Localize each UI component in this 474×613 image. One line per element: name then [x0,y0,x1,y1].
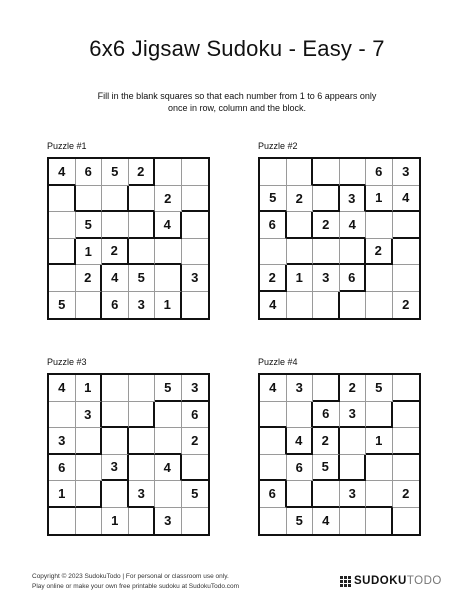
puzzle-1-grid [47,157,210,320]
sudoku-cell [313,239,340,266]
sudoku-cell: 5 [313,455,340,482]
sudoku-cell: 3 [129,481,156,508]
sudoku-cell [287,239,314,266]
sudoku-cell [182,212,209,239]
sudoku-cell [49,265,76,292]
sudoku-cell [129,428,156,455]
sudoku-cell [49,239,76,266]
sudoku-cell [155,428,182,455]
sudoku-cell [393,212,420,239]
sudoku-cell: 3 [340,402,367,429]
sudoku-cell: 6 [260,212,287,239]
sudoku-cell: 2 [313,212,340,239]
sudoku-cell: 1 [366,428,393,455]
sudoku-cell [182,508,209,535]
sudoku-cell [129,239,156,266]
sudoku-cell [313,481,340,508]
sudoku-cell: 1 [155,292,182,319]
sudoku-cell: 5 [155,375,182,402]
sudoku-cell: 6 [76,159,103,186]
sudoku-cell [313,375,340,402]
sudoku-cell: 4 [393,186,420,213]
sudoku-cell: 6 [366,159,393,186]
page-title: 6x6 Jigsaw Sudoku - Easy - 7 [89,36,385,61]
sudoku-cell [366,402,393,429]
sudoku-cell: 6 [313,402,340,429]
sudoku-cell: 3 [182,375,209,402]
puzzle-1-label: Puzzle #1 [47,141,87,151]
sudoku-cell: 4 [287,428,314,455]
footer-text [32,572,239,592]
sudoku-cell: 6 [49,455,76,482]
sudoku-cell [393,265,420,292]
sudoku-cell: 6 [260,481,287,508]
sudoku-cell [102,212,129,239]
sudoku-cell: 3 [340,481,367,508]
sudoku-cell [340,159,367,186]
sudoku-cell: 2 [155,186,182,213]
brand-logo [340,575,442,587]
sudoku-cell: 5 [182,481,209,508]
sudoku-cell: 5 [102,159,129,186]
sudoku-cell: 3 [340,186,367,213]
sudoku-cell: 4 [313,508,340,535]
sudoku-cell: 4 [260,292,287,319]
sudoku-cell: 2 [340,375,367,402]
sudoku-cell [155,265,182,292]
sudoku-cell [155,402,182,429]
sudoku-cell [102,186,129,213]
sudoku-cell [76,455,103,482]
sudoku-cell [393,428,420,455]
sudoku-cell [49,402,76,429]
sudoku-cell [155,159,182,186]
sudoku-cell: 6 [287,455,314,482]
sudoku-cell: 4 [155,212,182,239]
sudoku-cell [49,212,76,239]
sudoku-cell: 2 [129,159,156,186]
sudoku-cell: 5 [366,375,393,402]
sudoku-cell [393,402,420,429]
sudoku-cell [340,239,367,266]
sudoku-cell [49,186,76,213]
sudoku-cell [313,186,340,213]
sudoku-cell: 1 [287,265,314,292]
sudoku-cell [340,428,367,455]
grid-logo-icon [340,576,351,587]
sudoku-cell: 1 [76,239,103,266]
sudoku-cell [313,159,340,186]
sudoku-cell: 3 [313,265,340,292]
sudoku-cell: 4 [340,212,367,239]
puzzle-4-label: Puzzle #4 [258,357,298,367]
sudoku-cell [129,508,156,535]
sudoku-cell [102,402,129,429]
sudoku-cell [366,508,393,535]
sudoku-cell [155,239,182,266]
sudoku-cell [182,292,209,319]
sudoku-cell [129,212,156,239]
brand-name-bold: SUDOKU [354,575,407,587]
sudoku-cell: 3 [287,375,314,402]
sudoku-cell [393,455,420,482]
sudoku-cell [260,159,287,186]
sudoku-cell [366,455,393,482]
sudoku-cell: 3 [76,402,103,429]
sudoku-cell [366,292,393,319]
sudoku-cell: 4 [102,265,129,292]
sudoku-cell: 2 [402,297,410,313]
sudoku-cell: 3 [393,159,420,186]
sudoku-cell: 3 [102,455,129,482]
puzzle-3-label: Puzzle #3 [47,357,87,367]
copyright-line: Copyright © 2023 SudokuTodo | For personal or classroom use only. [32,573,229,580]
puzzle-2-label: Puzzle #2 [258,141,298,151]
sudoku-cell [129,375,156,402]
sudoku-cell [260,428,287,455]
sudoku-cell [366,481,393,508]
sudoku-cell [102,375,129,402]
sudoku-cell [393,375,420,402]
puzzle-3-grid [47,373,210,536]
sudoku-cell [287,212,314,239]
sudoku-cell: 2 [287,186,314,213]
sudoku-cell [366,265,393,292]
sudoku-cell [393,239,420,266]
puzzle-4-grid [258,373,421,536]
sudoku-cell [129,186,156,213]
sudoku-cell [182,239,209,266]
sudoku-cell: 3 [49,428,76,455]
sudoku-cell: 5 [49,292,76,319]
sudoku-cell: 5 [129,265,156,292]
sudoku-cell: 3 [129,292,156,319]
sudoku-cell [76,428,103,455]
sudoku-cell [76,292,103,319]
sudoku-cell: 4 [49,159,76,186]
sudoku-cell: 2 [366,239,393,266]
sudoku-cell [155,481,182,508]
brand-name-light: TODO [406,575,442,587]
sudoku-cell: 1 [102,508,129,535]
sudoku-cell: 2 [76,265,103,292]
sudoku-cell: 4 [49,375,76,402]
sudoku-cell: 2 [313,428,340,455]
sudoku-cell [287,159,314,186]
sudoku-cell [366,212,393,239]
sudoku-cell: 2 [182,428,209,455]
sudoku-cell: 1 [76,375,103,402]
sudoku-cell [287,481,314,508]
sudoku-cell [129,402,156,429]
sudoku-cell [260,402,287,429]
sudoku-cell [182,159,209,186]
sudoku-cell: 1 [49,481,76,508]
sudoku-cell: 2 [102,239,129,266]
play-online-line: Play online or make your own free printable sudoku at SudokuTodo.com [32,583,240,590]
sudoku-cell: 5 [260,186,287,213]
sudoku-cell [182,455,209,482]
sudoku-cell: 6 [102,292,129,319]
puzzle-2-grid [258,157,421,320]
sudoku-cell [393,508,420,535]
sudoku-cell: 5 [287,508,314,535]
sudoku-cell [76,186,103,213]
sudoku-cell: 2 [393,481,420,508]
sudoku-cell: 2 [260,265,287,292]
sudoku-cell [102,428,129,455]
sudoku-cell: 4 [155,455,182,482]
instructions: Fill in the blank squares so that each number from 1 to 6 appears only once in row, column and the block. [97,91,377,113]
sudoku-cell: 3 [155,508,182,535]
sudoku-cell: 6 [182,402,209,429]
sudoku-cell [340,508,367,535]
sudoku-cell [287,292,314,319]
sudoku-cell [260,508,287,535]
sudoku-cell [340,455,367,482]
sudoku-cell [313,292,340,319]
sudoku-cell [76,481,103,508]
sudoku-cell [49,508,76,535]
sudoku-cell [182,186,209,213]
sudoku-cell: 3 [182,265,209,292]
sudoku-cell [260,239,287,266]
sudoku-cell [129,455,156,482]
sudoku-cell: 6 [340,265,367,292]
sudoku-cell: 4 [260,375,287,402]
sudoku-cell [102,481,129,508]
sudoku-cell: 1 [366,186,393,213]
sudoku-cell [287,402,314,429]
sudoku-cell [260,455,287,482]
sudoku-cell [76,508,103,535]
sudoku-cell: 5 [76,212,103,239]
sudoku-cell [340,292,367,319]
